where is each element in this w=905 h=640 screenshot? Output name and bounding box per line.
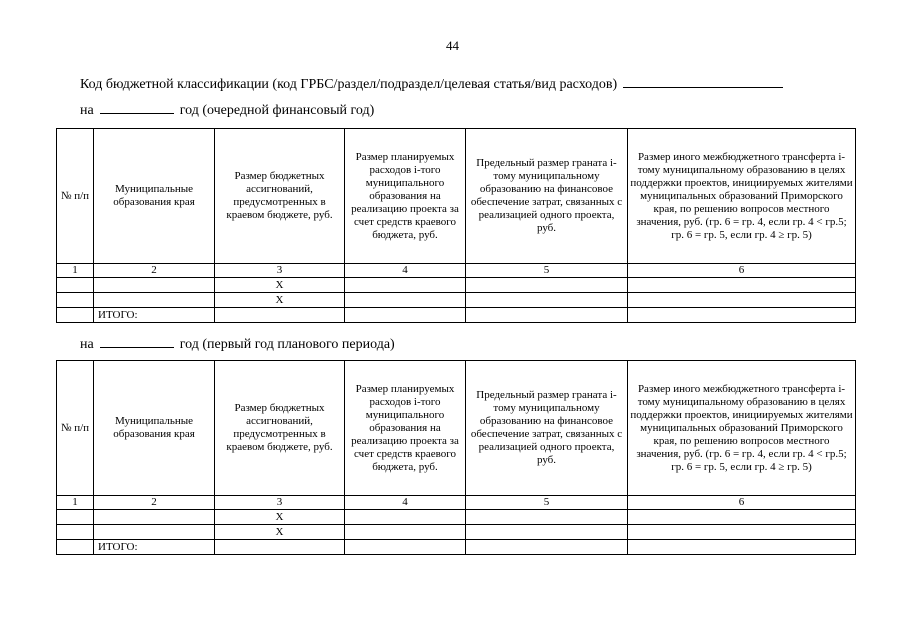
table-cell (94, 278, 215, 293)
year-label: год (первый год планового периода) (179, 337, 395, 352)
table-row (57, 293, 856, 308)
header-grant-limit: Предельный размер граната i-тому муниципальному образованию на финансовое обеспечение затрат, связанных с реализацией одного проекта, руб. (466, 361, 628, 496)
table-cell: X (215, 278, 345, 293)
total-label: ИТОГО: (94, 308, 215, 323)
column-number: 2 (94, 264, 215, 278)
year-line-current (80, 102, 374, 119)
table-cell (628, 308, 856, 323)
table-cell (466, 293, 628, 308)
budget-table-first-planning-year (56, 360, 856, 555)
total-label: ИТОГО: (94, 540, 215, 555)
header-planned-expenses: Размер планируемых расходов i-того муниципального образования на реализацию проекта за счет средств краевого бюджета, руб. (345, 361, 466, 496)
table-cell (628, 510, 856, 525)
table-cell (466, 278, 628, 293)
header-municipalities: Муниципальные образования края (94, 361, 215, 496)
table-cell (57, 293, 94, 308)
table-row (57, 278, 856, 293)
year-line-first-planning (80, 336, 395, 353)
table-cell (57, 278, 94, 293)
year-prefix: на (80, 337, 94, 352)
column-number: 6 (628, 496, 856, 510)
column-number: 2 (94, 496, 215, 510)
classification-line (80, 76, 840, 93)
year-label: год (очередной финансовый год) (179, 103, 375, 118)
table-cell (57, 308, 94, 323)
table-cell (57, 525, 94, 540)
table-cell (215, 540, 345, 555)
table-cell (57, 540, 94, 555)
header-planned-expenses: Размер планируемых расходов i-того муниципального образования на реализацию проекта за счет средств краевого бюджета, руб. (345, 129, 466, 264)
header-municipalities: Муниципальные образования края (94, 129, 215, 264)
table-cell (94, 525, 215, 540)
header-transfer-amount: Размер иного межбюджетного трансферта i-тому муниципальному образованию в целях поддержки проектов, инициируемых жителями муниципальных образований Приморского края, по решению вопросов местного значения, руб. (гр. 6 = гр. 4, если гр. 4 < гр.5; гр. 6 = гр. 5, если гр. 4 ≥ гр. 5) (628, 361, 856, 496)
column-number: 5 (466, 264, 628, 278)
page-number: 44 (446, 38, 459, 53)
table-cell (345, 510, 466, 525)
header-allocations: Размер бюджетных ассигнований, предусмотренных в краевом бюджете, руб. (215, 129, 345, 264)
table-cell (628, 293, 856, 308)
table-cell (345, 525, 466, 540)
column-number: 1 (57, 264, 94, 278)
table-cell (215, 308, 345, 323)
table-cell (466, 540, 628, 555)
column-number: 6 (628, 264, 856, 278)
table-cell (94, 510, 215, 525)
table-cell (628, 540, 856, 555)
classification-text: Код бюджетной классификации (код ГРБС/раздел/подраздел/целевая статья/вид расходов) (80, 77, 618, 92)
table-cell: X (215, 293, 345, 308)
table-row (57, 525, 856, 540)
column-number: 1 (57, 496, 94, 510)
table-cell (94, 293, 215, 308)
year-prefix: на (80, 103, 94, 118)
budget-table-current-year (56, 128, 856, 323)
column-number: 5 (466, 496, 628, 510)
column-number: 3 (215, 264, 345, 278)
header-row (57, 129, 856, 264)
column-number-row (57, 496, 856, 510)
header-transfer-amount: Размер иного межбюджетного трансферта i-тому муниципальному образованию в целях поддержки проектов, инициируемых жителями муниципальных образований Приморского края, по решению вопросов местного значения, руб. (гр. 6 = гр. 4, если гр. 4 < гр.5; гр. 6 = гр. 5, если гр. 4 ≥ гр. 5) (628, 129, 856, 264)
column-number: 4 (345, 496, 466, 510)
column-number: 3 (215, 496, 345, 510)
table-cell (628, 278, 856, 293)
header-grant-limit: Предельный размер граната i-тому муниципальному образованию на финансовое обеспечение затрат, связанных с реализацией одного проекта, руб. (466, 129, 628, 264)
table-cell (345, 278, 466, 293)
table-cell (628, 525, 856, 540)
header-row (57, 361, 856, 496)
table-cell: X (215, 510, 345, 525)
table-cell (57, 510, 94, 525)
table-row (57, 510, 856, 525)
table-cell (466, 510, 628, 525)
table-cell (345, 293, 466, 308)
year-blank (100, 102, 174, 114)
table-cell (345, 540, 466, 555)
classification-blank (623, 76, 783, 88)
table-cell: X (215, 525, 345, 540)
column-number: 4 (345, 264, 466, 278)
year-blank (100, 336, 174, 348)
header-allocations: Размер бюджетных ассигнований, предусмотренных в краевом бюджете, руб. (215, 361, 345, 496)
table-cell (466, 525, 628, 540)
column-number-row (57, 264, 856, 278)
table-cell (345, 308, 466, 323)
total-row (57, 308, 856, 323)
table-cell (466, 308, 628, 323)
header-number: № п/п (57, 129, 94, 264)
header-number: № п/п (57, 361, 94, 496)
total-row (57, 540, 856, 555)
